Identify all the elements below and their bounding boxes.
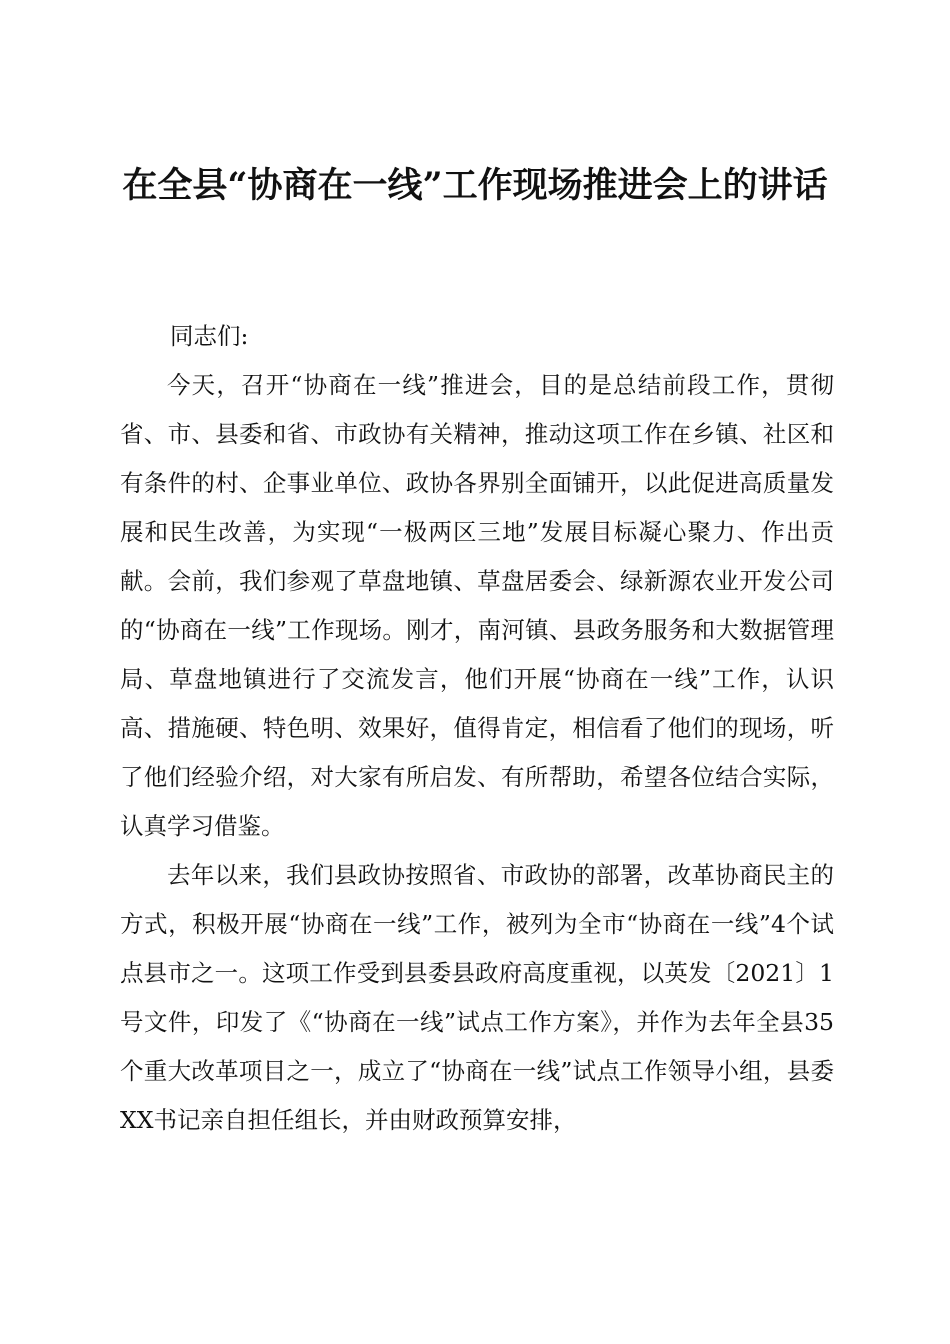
- paragraph-1: 今天，召开“协商在一线”推进会，目的是总结前段工作，贯彻省、市、县委和省、市政协有关精神，推动这项工作在乡镇、社区和有条件的村、企事业单位、政协各界别全面铺开，以此促进高质量发展和民生改善，为实现“一极两区三地”发展目标凝心聚力、作出贡献。会前，我们参观了草盘地镇、草盘居委会、绿新源农业开发公司的“协商在一线”工作现场。刚才，南河镇、县政务服务和大数据管理局、草盘地镇进行了交流发言，他们开展“协商在一线”工作，认识高、措施硬、特色明、效果好，值得肯定，相信看了他们的现场，听了他们经验介绍，对大家有所启发、有所帮助，希望各位结合实际，认真学习借鉴。: [120, 371, 834, 840]
- salutation: 同志们:: [170, 322, 249, 350]
- document-body: [120, 312, 834, 1145]
- paragraph-2: 去年以来，我们县政协按照省、市政协的部署，改革协商民主的方式，积极开展“协商在一线”工作，被列为全市“协商在一线”4个试点县市之一。这项工作受到县委县政府高度重视，以英发〔2021〕1号文件，印发了《“协商在一线”试点工作方案》，并作为去年全县35个重大改革项目之一，成立了“协商在一线”试点工作领导小组，县委XX书记亲自担任组长，并由财政预算安排，: [120, 861, 834, 1134]
- document-title: 在全县“协商在一线”工作现场推进会上的讲话: [122, 165, 828, 206]
